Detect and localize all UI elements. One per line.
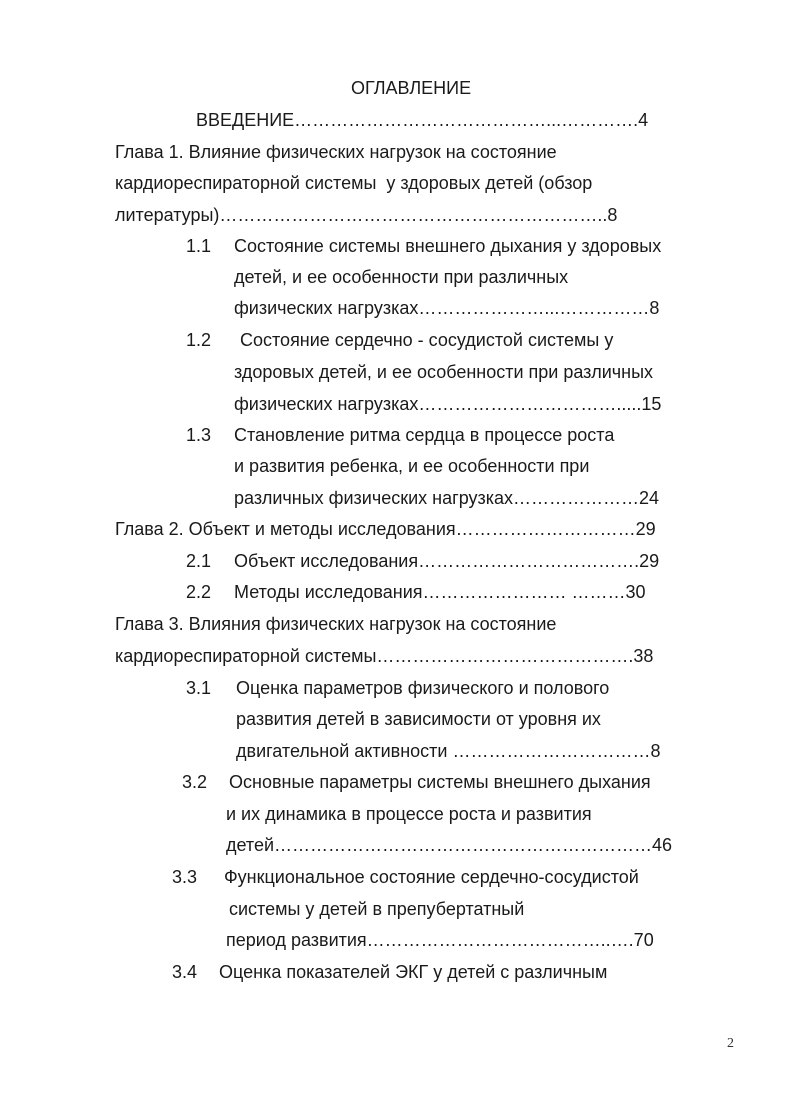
toc-section-2-2: Методы исследования…………………… ………30 — [234, 582, 646, 602]
toc-section-1-2-line2: здоровых детей, и ее особенности при различных — [234, 362, 654, 382]
toc-section-number: 3.2 — [182, 772, 208, 792]
toc-section-number: 3.4 — [172, 962, 198, 982]
toc-section-1-3-line2: и развития ребенка, и ее особенности при — [234, 456, 590, 476]
toc-section-1-1-line1: Состояние системы внешнего дыхания у здоровых — [234, 236, 662, 256]
toc-section-3-2-line3: детей………………………………………………………46 — [226, 835, 673, 855]
toc-section-1-2-line1: Состояние сердечно - сосудистой системы у — [240, 330, 614, 350]
toc-section-3-3-line1: Функциональное состояние сердечно-сосудистой — [224, 867, 639, 887]
toc-section-3-1-line2: развития детей в зависимости от уровня их — [236, 709, 601, 729]
toc-section-number: 1.3 — [186, 425, 212, 445]
toc-section-number: 1.2 — [186, 330, 212, 350]
toc-chapter2: Глава 2. Объект и методы исследования…………………………29 — [115, 519, 656, 539]
toc-section-1-1-line2: детей, и ее особенности при различных — [234, 267, 569, 287]
toc-section-3-4-line1: Оценка показателей ЭКГ у детей с различным — [219, 962, 608, 982]
toc-section-3-1-line3: двигательной активности ……………………………8 — [236, 741, 661, 761]
toc-section-number: 3.3 — [172, 867, 198, 887]
toc-section-number: 3.1 — [186, 678, 212, 698]
toc-chapter3-line2: кардиореспираторной системы…………………………………….38 — [115, 646, 654, 666]
toc-section-number: 2.2 — [186, 582, 212, 602]
toc-section-1-3-line3: различных физических нагрузках…………………24 — [234, 488, 660, 508]
toc-section-3-3-line3: период развития…………………………………..….70 — [226, 930, 654, 950]
toc-section-3-2-line1: Основные параметры системы внешнего дыхания — [229, 772, 651, 792]
page-number: 2 — [727, 1036, 734, 1051]
toc-section-3-2-line2: и их динамика в процессе роста и развития — [226, 804, 592, 824]
toc-chapter1-line3: литературы)………………………………………………………..8 — [115, 205, 618, 225]
toc-section-2-1: Объект исследования……………………………….29 — [234, 551, 660, 571]
toc-section-1-3-line1: Становление ритма сердца в процессе роста — [234, 425, 615, 445]
toc-section-number: 1.1 — [186, 236, 212, 256]
toc-section-3-3-line2: системы у детей в препубертатный — [229, 899, 525, 919]
toc-entry-intro: ВВЕДЕНИЕ……………………………………...………….4 — [196, 110, 649, 130]
toc-section-3-1-line1: Оценка параметров физического и полового — [236, 678, 610, 698]
page-title: ОГЛАВЛЕНИЕ — [351, 78, 472, 98]
toc-section-1-2-line3: физических нагрузках…………………………….....15 — [234, 394, 662, 414]
toc-chapter3-line1: Глава 3. Влияния физических нагрузок на состояние — [115, 614, 557, 634]
toc-chapter1-line2: кардиореспираторной системы у здоровых детей (обзор — [115, 173, 593, 193]
toc-section-1-1-line3: физических нагрузках…………………...……………8 — [234, 298, 660, 318]
toc-chapter1-line1: Глава 1. Влияние физических нагрузок на состояние — [115, 142, 557, 162]
toc-section-number: 2.1 — [186, 551, 212, 571]
